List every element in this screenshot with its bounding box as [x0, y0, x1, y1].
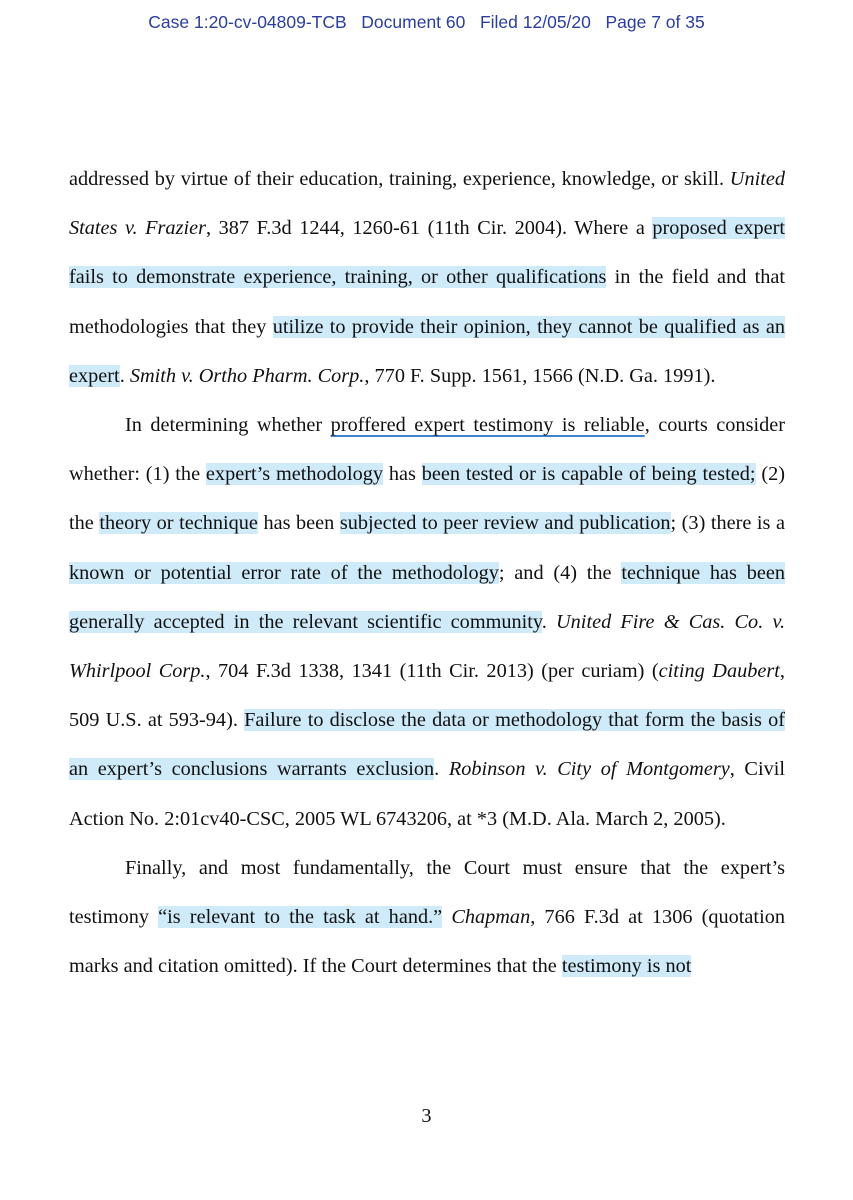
highlighted-text: technique has been generally accepted in the relevant scientific community	[69, 561, 785, 633]
text-run: addressed by virtue of their education, training, experience, knowledge, or skill.	[69, 168, 730, 190]
text-run: , 387 F.3d 1244, 1260-61 (11th Cir. 2004). Where a	[206, 217, 653, 240]
highlighted-text: theory or technique	[99, 512, 258, 535]
text-run: ; and (4) the	[498, 561, 622, 584]
highlighted-text: expert’s methodology	[205, 463, 383, 486]
text-run: has	[383, 463, 422, 486]
text-run: , courts consider whether: (1) the	[69, 414, 785, 486]
case-citation: Chapman	[451, 906, 531, 929]
case-header	[0, 12, 853, 33]
text-run: ; (3) there is a	[670, 512, 785, 535]
text-run: (2) the	[69, 463, 785, 535]
filed-date: Filed 12/05/20	[479, 12, 591, 32]
text-run: , 509 U.S. at 593-94).	[69, 660, 785, 732]
paragraph-2	[69, 401, 785, 844]
paragraph-3	[69, 844, 785, 992]
case-citation: Smith v. Ortho Pharm. Corp.	[129, 364, 365, 387]
case-number: Case 1:20-cv-04809-TCB	[148, 12, 347, 32]
text-run: .	[434, 758, 449, 781]
text-run	[442, 906, 451, 928]
highlighted-text: testimony is not	[561, 955, 692, 978]
highlighted-text: been tested or is capable of being tested;	[421, 463, 756, 486]
text-run: .	[541, 610, 557, 633]
document-body	[69, 155, 785, 991]
text-run: , 770 F. Supp. 1561, 1566 (N.D. Ga. 1991).	[364, 364, 716, 387]
text-run: has been	[257, 512, 340, 535]
text-run: , 704 F.3d 1338, 1341 (11th Cir. 2013) (per curiam) (	[205, 660, 659, 683]
text-run: , 766 F.3d at 1306 (quotation marks and citation omitted). If the Court determines that the	[69, 906, 785, 978]
highlighted-text: Failure to disclose the data or methodology that form the basis of an expert’s conclusions warrants exclusion	[69, 709, 786, 781]
text-run: , Civil Action No. 2:01cv40-CSC, 2005 WL 6743206, at *3 (M.D. Ala. March 2, 2005).	[69, 758, 785, 830]
text-run: .	[119, 364, 130, 387]
case-citation: Robinson v. City of Montgomery	[448, 758, 730, 781]
underlined-text: proffered expert testimony is reliable	[330, 414, 645, 437]
case-citation: citing Daubert	[658, 660, 780, 683]
highlighted-text: subjected to peer review and publication	[339, 512, 671, 535]
highlighted-text: utilize to provide their opinion, they cannot be qualified as an expert	[69, 315, 785, 387]
paragraph-1	[69, 155, 785, 401]
document-number: Document 60	[361, 12, 466, 32]
highlighted-text: “is relevant to the task at hand.”	[158, 906, 443, 929]
page-number: 3	[421, 1105, 432, 1127]
highlighted-text: proposed expert fails to demonstrate experience, training, or other qualifications	[69, 217, 785, 289]
highlighted-text: known or potential error rate of the methodology	[69, 561, 499, 584]
text-run: in the field and that methodologies that they	[69, 266, 785, 338]
text-run: Finally, and most fundamentally, the Court must ensure that the expert’s testimony	[69, 856, 785, 929]
case-citation: United Fire & Cas. Co. v. Whirlpool Corp.	[69, 610, 786, 683]
text-run: In determining whether	[125, 414, 331, 437]
case-citation: United States v. Frazier	[69, 168, 785, 240]
page-indicator: Page 7 of 35	[605, 12, 705, 32]
